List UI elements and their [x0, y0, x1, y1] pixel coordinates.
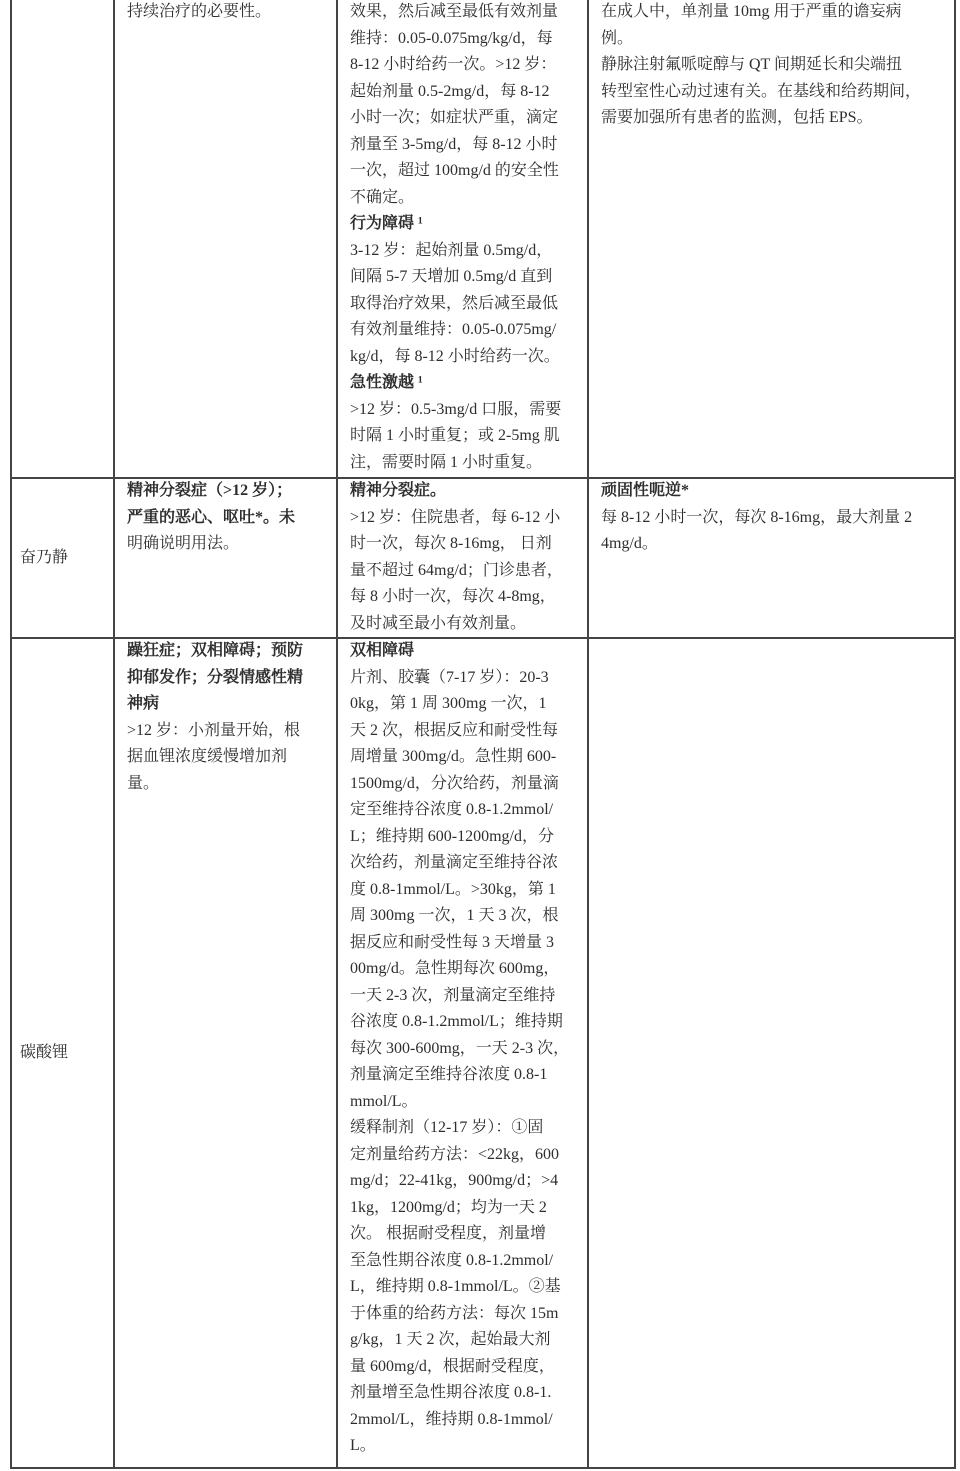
section-heading: 双相障碍: [350, 642, 415, 659]
text-line: 注，需要时隔 1 小时重复。: [350, 453, 543, 471]
text-line: 剂量增至急性期谷浓度 0.8-1.: [350, 1384, 552, 1401]
table-row: [11, 478, 955, 638]
section-heading: 严重的恶心、呕吐*。未: [127, 508, 296, 526]
text-line: L。: [350, 1437, 376, 1454]
text-line: 每 8-12 小时一次，每次 8-16mg，最大剂量 2: [601, 508, 913, 526]
text-line: 次。 根据耐受程度，剂量增: [350, 1225, 547, 1242]
text-line: 不确定。: [350, 188, 415, 206]
text-line: 量。: [127, 774, 160, 792]
text-line: 片剂、胶囊（7-17 岁）：20-3: [350, 668, 549, 686]
text-line: 持续治疗的必要性。: [127, 3, 272, 20]
text-line: 间隔 5-7 天增加 0.5mg/d 直到: [350, 268, 553, 285]
text-line: 时隔 1 小时重复；或 2-5mg 肌: [350, 427, 560, 444]
text-line: 缓释制剂（12-17 岁）：①固: [350, 1119, 544, 1136]
text-line: 每次 300-600mg，一天 2-3 次，: [350, 1039, 570, 1057]
text-line: mmol/L。: [350, 1092, 418, 1110]
text-line: 据血锂浓度缓慢增加剂: [127, 748, 288, 765]
text-line: 及时减至最小有效剂量。: [350, 614, 527, 632]
offlabel-use-cell: [588, 638, 955, 1468]
section-heading: 顽固性呃逆*: [601, 482, 690, 499]
text-line: 周 300mg 一次，1 天 3 次，根: [350, 907, 559, 924]
text-line: >12 岁：小剂量开始，根: [127, 721, 301, 739]
text-line: 8-12 小时给药一次。>12 岁：: [350, 56, 557, 73]
text-line: 1500mg/d，分次给药，剂量滴: [350, 774, 559, 792]
text-line: 至急性期谷浓度 0.8-1.2mmol/: [350, 1251, 554, 1269]
offlabel-use-cell: [588, 478, 955, 638]
text-line: 剂量滴定至维持谷浓度 0.8-1: [350, 1066, 548, 1083]
text-line: 维持：0.05-0.075mg/kg/d，每: [350, 29, 553, 47]
pediatric-dosage-text: [350, 478, 577, 637]
indication-text: [127, 638, 326, 797]
drug-name-cell: [11, 0, 114, 478]
text-line: 谷浓度 0.8-1.2mmol/L；维持期: [350, 1013, 563, 1030]
text-line: 小时一次；如症状严重，滴定: [350, 109, 559, 126]
text-line: 定剂量给药方法：<22kg，600: [350, 1145, 560, 1163]
drug-name: 奋乃静: [20, 548, 69, 566]
text-line: 转型室性心动过速有关。在基线和给药期间，: [601, 82, 922, 100]
text-line: 效果，然后减至最低有效剂量: [350, 3, 559, 20]
pediatric-dosage-cell: [337, 638, 588, 1468]
text-line: 起始剂量 0.5-2mg/d，每 8-12: [350, 82, 550, 100]
text-line: mg/d；22-41kg，900mg/d；>4: [350, 1172, 559, 1189]
indication-text: [127, 0, 326, 26]
drug-name-cell: [11, 638, 114, 1468]
text-line: L；维持期 600-1200mg/d，分: [350, 827, 554, 845]
text-line: 一次，超过 100mg/d 的安全性: [350, 162, 559, 179]
text-line: 剂量至 3-5mg/d，每 8-12 小时: [350, 135, 558, 153]
indication-cell: [114, 0, 337, 478]
text-line: kg/d，每 8-12 小时给药一次。: [350, 347, 560, 365]
text-line: 量 600mg/d，根据耐受程度，: [350, 1357, 555, 1375]
text-line: 静脉注射氟哌啶醇与 QT 间期延长和尖端扭: [601, 56, 903, 73]
drug-dosing-table: [10, 0, 956, 1469]
text-line: 2mmol/L，维持期 0.8-1mmol/: [350, 1410, 553, 1428]
offlabel-use-text: [601, 478, 944, 558]
section-heading: 抑郁发作；分裂情感性精: [127, 668, 304, 686]
section-heading: 神病: [127, 695, 160, 712]
pediatric-dosage-cell: [337, 0, 588, 478]
text-line: 有效剂量维持：0.05-0.075mg/: [350, 321, 557, 338]
text-line: 量不超过 64mg/d；门诊患者，: [350, 561, 563, 579]
table-row: [11, 638, 955, 1468]
text-line: >12 岁：0.5-3mg/d 口服，需要: [350, 400, 562, 418]
text-line: 天 2 次，根据反应和耐受性每: [350, 721, 559, 739]
indication-text: [127, 478, 326, 558]
offlabel-use-text: [601, 0, 944, 132]
text-line: 次给药，剂量滴定至维持谷浓: [350, 854, 559, 871]
text-line: 据反应和耐受性每 3 天增量 3: [350, 933, 555, 951]
drug-name: 碳酸锂: [20, 1043, 69, 1061]
text-line: 1kg，1200mg/d；均为一天 2: [350, 1198, 547, 1216]
offlabel-use-cell: [588, 0, 955, 478]
indication-cell: [114, 478, 337, 638]
text-line: 每 8 小时一次，每次 4-8mg，: [350, 588, 556, 605]
drug-name-cell: [11, 478, 114, 638]
text-line: 3-12 岁：起始剂量 0.5mg/d，: [350, 241, 553, 259]
table-row: [11, 0, 955, 478]
text-line: 在成人中，单剂量 10mg 用于严重的谵妄病: [601, 3, 902, 20]
text-line: 取得治疗效果，然后减至最低: [350, 294, 559, 312]
section-heading: 行为障碍 ¹: [350, 215, 423, 232]
text-line: 度 0.8-1mmol/L。>30kg，第 1: [350, 880, 556, 898]
section-heading: 精神分裂症（>12 岁）；: [127, 482, 293, 499]
section-heading: 精神分裂症。: [350, 482, 447, 499]
section-heading: 躁狂症；双相障碍；预防: [127, 642, 304, 659]
pediatric-dosage-text: [350, 638, 577, 1460]
text-line: 定至维持谷浓度 0.8-1.2mmol/: [350, 801, 554, 818]
text-line: L，维持期 0.8-1mmol/L。②基: [350, 1278, 561, 1295]
text-line: 一天 2-3 次，剂量滴定至维持: [350, 986, 556, 1004]
text-line: g/kg，1 天 2 次，起始最大剂: [350, 1331, 551, 1348]
text-line: 例。: [601, 29, 634, 47]
text-line: 0kg，第 1 周 300mg 一次，1: [350, 695, 547, 712]
pediatric-dosage-cell: [337, 478, 588, 638]
text-line: 周增量 300mg/d。急性期 600-: [350, 748, 557, 765]
text-line: 时一次，每次 8-16mg， 日剂: [350, 535, 552, 552]
pediatric-dosage-text: [350, 0, 577, 476]
text-line: 4mg/d。: [601, 535, 658, 552]
indication-cell: [114, 638, 337, 1468]
section-heading: 急性激越 ¹: [350, 374, 423, 391]
text-line: 明确说明用法。: [127, 535, 240, 552]
text-line: >12 岁：住院患者，每 6-12 小: [350, 508, 561, 526]
text-line: 需要加强所有患者的监测，包括 EPS。: [601, 109, 873, 126]
text-line: 00mg/d。急性期每次 600mg，: [350, 960, 560, 977]
text-line: 于体重的给药方法：每次 15m: [350, 1304, 559, 1322]
